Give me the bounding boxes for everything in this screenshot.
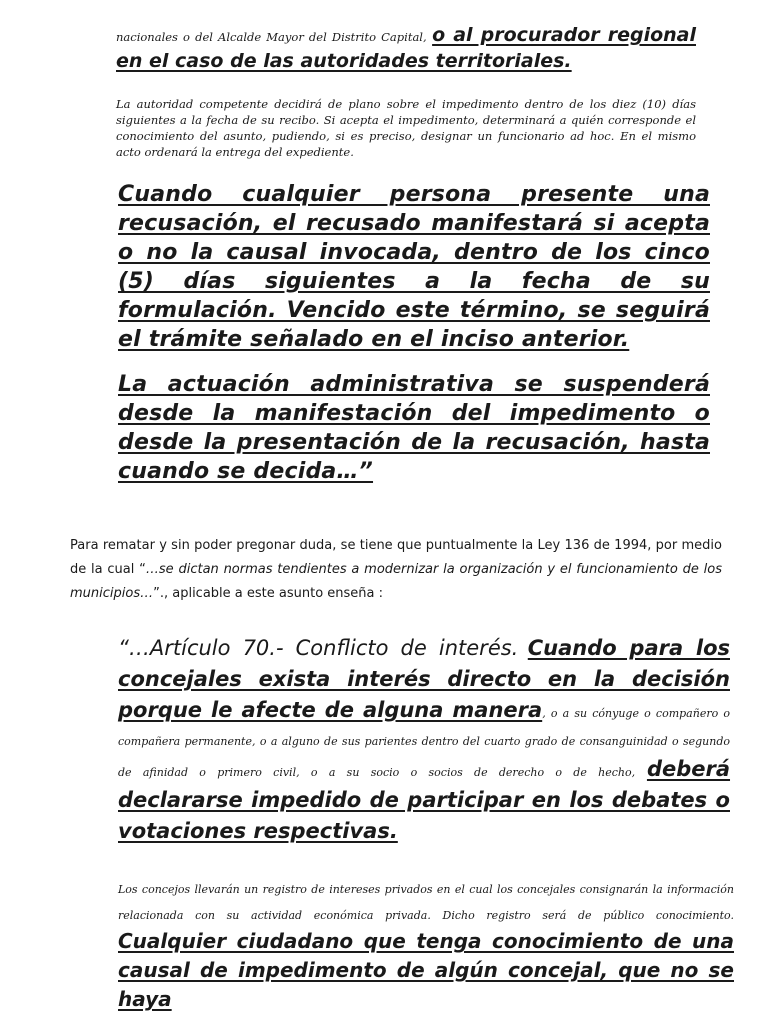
paragraph-6-emphasis-1: Cuando para los concejales exista interés directo en la decisión porque le afecte de alguna manera xyxy=(118,636,730,722)
paragraph-2 xyxy=(116,96,696,160)
paragraph-5-quote: …se dictan normas tendientes a modernizar la organización y el funcionamiento de los municipios… xyxy=(70,562,722,601)
paragraph-7 xyxy=(118,876,734,1015)
paragraph-3 xyxy=(118,180,710,354)
paragraph-5-b: ”., aplicable a este asunto enseña : xyxy=(153,586,384,601)
paragraph-1-lead: nacionales o del Alcalde Mayor del Distrito Capital, xyxy=(116,30,427,44)
article-heading: “…Artículo 70.- Conflicto de interés. xyxy=(118,636,519,660)
paragraph-6 xyxy=(118,634,730,848)
paragraph-6-emphasis-2: deberá declararse impedido de participar en los debates o votaciones respectivas. xyxy=(118,757,731,843)
paragraph-1-emphasis: o al procurador regional en el caso de las autoridades territoriales. xyxy=(116,24,696,72)
paragraph-5 xyxy=(70,534,722,606)
paragraph-2-text: La autoridad competente decidirá de plano sobre el impedimento dentro de los diez (10) días siguientes a la fecha de su recibo. Si acepta el impedimento, determinará a quién corresponde el conocimiento del asunto, pudiendo, si es preciso, designar un funcionario ad hoc. En el mismo acto ordenará la entrega del expediente. xyxy=(116,97,696,159)
paragraph-1 xyxy=(116,22,696,74)
paragraph-5-a: Para rematar y sin poder pregonar duda, se tiene que puntualmente la Ley 136 de 1994, por medio de la cual “ xyxy=(70,538,722,577)
paragraph-4-text: La actuación administrativa se suspenderá desde la manifestación del impedimento o desde la presentación de la recusación, hasta cuando se decida…” xyxy=(118,372,710,484)
paragraph-6-small: , o a su cónyuge o compañero o compañera permanente, o a alguno de sus parientes dentro del cuarto grado de consanguinidad o segundo de afinidad o primero civil, o a su socio o socios de derecho o de hecho, xyxy=(118,707,730,779)
paragraph-4 xyxy=(118,370,710,486)
paragraph-3-text: Cuando cualquier persona presente una recusación, el recusado manifestará si acepta o no la causal invocada, dentro de los cinco (5) días siguientes a la fecha de su formulación. Vencido este término, se seguirá el trámite señalado en el inciso anterior. xyxy=(118,182,710,352)
paragraph-7-emphasis: Cualquier ciudadano que tenga conocimiento de una causal de impedimento de algún concejal, que no se haya xyxy=(118,929,734,1011)
paragraph-7-small: Los concejos llevarán un registro de intereses privados en el cual los concejales consignarán la información relacionada con su actividad económica privada. Dicho registro será de público conocimiento. xyxy=(118,883,734,922)
